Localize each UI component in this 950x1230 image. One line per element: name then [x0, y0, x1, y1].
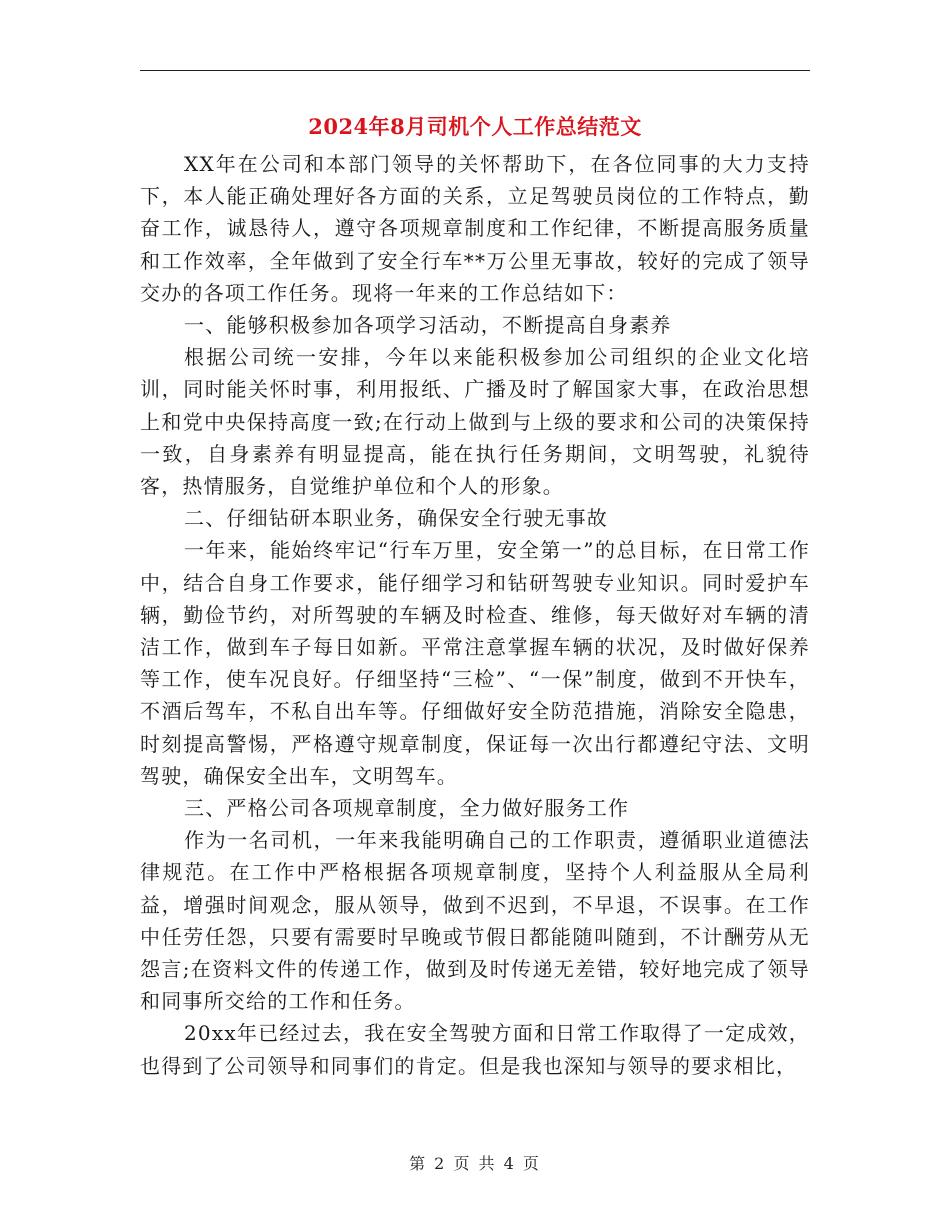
paragraph-safety: 一年来，能始终牢记“行车万里，安全第一”的总目标，在日常工作中，结合自身工作要求，能仔细学习和钻研驾驶专业知识。同时爱护车辆，勤俭节约，对所驾驶的车辆及时检查、维修，每天做好对车辆的清洁工作，做到车子每日如新。平常注意掌握车辆的状况，及时做好保养等工作，使车况良好。仔细坚持“三检”、“一保”制度，做到不开快车，不酒后驾车，不私自出车等。仔细做好安全防范措施，消除安全隐患，时刻提高警惕，严格遵守规章制度，保证每一次出行都遵纪守法、文明驾驶，确保安全出车，文明驾车。 [140, 538, 810, 788]
section-heading-3: 三、严格公司各项规章制度，全力做好服务工作 [184, 796, 630, 821]
page-number-footer: 第 2 页 共 4 页 [409, 1154, 541, 1173]
paragraph-intro: XX年在公司和本部门领导的关怀帮助下，在各位同事的大力支持下，本人能正确处理好各方面的关系，立足驾驶员岗位的工作特点，勤奋工作，诚恳待人，遵守各项规章制度和工作纪律，不断提高服务质量和工作效率，全年做到了安全行车**万公里无事故，较好的完成了领导交办的各项工作任务。现将一年来的工作总结如下： [140, 152, 810, 305]
document-title: 2024年8月司机个人工作总结范文 [308, 114, 642, 139]
header-rule [140, 70, 810, 71]
section-heading-2: 二、仔细钻研本职业务，确保安全行驶无事故 [184, 506, 608, 531]
section-heading-1: 一、能够积极参加各项学习活动，不断提高自身素养 [184, 313, 672, 338]
paragraph-service: 作为一名司机，一年来我能明确自己的工作职责，遵循职业道德法律规范。在工作中严格根据各项规章制度，坚持个人利益服从全局利益，增强时间观念，服从领导，做到不迟到，不早退，不误事。在工作中任劳任怨，只要有需要时早晚或节假日都能随叫随到，不计酬劳从无怨言;在资料文件的传递工作，做到及时传递无差错，较好地完成了领导和同事所交给的工作和任务。 [140, 828, 810, 1014]
paragraph-summary: 20xx年已经过去，我在安全驾驶方面和日常工作取得了一定成效，也得到了公司领导和同事们的肯定。但是我也深知与领导的要求相比， [140, 1021, 810, 1078]
paragraph-study: 根据公司统一安排，今年以来能积极参加公司组织的企业文化培训，同时能关怀时事，利用报纸、广播及时了解国家大事，在政治思想上和党中央保持高度一致;在行动上做到与上级的要求和公司的决策保持一致，自身素养有明显提高，能在执行任务期间，文明驾驶，礼貌待客，热情服务，自觉维护单位和个人的形象。 [140, 345, 810, 499]
document-body [140, 148, 810, 1082]
